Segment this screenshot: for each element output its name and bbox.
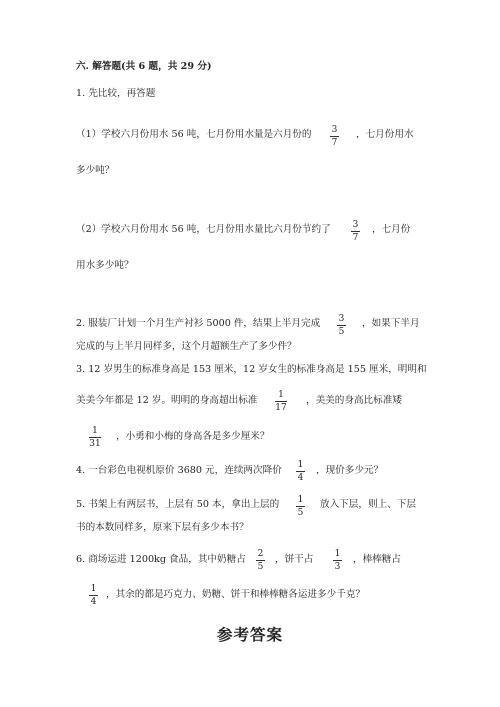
fraction-numerator: 3 xyxy=(352,220,359,230)
fraction-numerator: 1 xyxy=(90,584,97,594)
answer-title: 参考答案 xyxy=(216,625,283,644)
q3-text-c: ，美美的身高比标准矮 xyxy=(306,395,402,406)
q2-text-c: 完成的与上半月同样多，这个月超额生产了多少件？ xyxy=(76,341,297,352)
q5-text-c: 书的本数同样多，原来下层有多少本书？ xyxy=(76,522,249,533)
fraction-bar xyxy=(351,231,360,232)
q3-fraction-2 xyxy=(89,426,101,449)
fraction-denominator: 5 xyxy=(338,327,345,337)
q2-text: 2. 服装厂计划一个月生产衬衫 5000 件，结果上半月完成 xyxy=(76,318,321,329)
fraction-bar xyxy=(296,471,305,472)
fraction-denominator: 4 xyxy=(297,473,304,483)
fraction-denominator: 3 xyxy=(334,562,341,572)
fraction-numerator: 2 xyxy=(257,549,264,559)
q1-part1-text-b: ，七月份用水 xyxy=(356,129,414,140)
fraction-denominator: 4 xyxy=(90,597,97,607)
q3-text-b: 美美今年都是 12 岁。明明的身高超出标准 xyxy=(76,395,258,406)
fraction-bar xyxy=(256,560,265,561)
q1-part1-text: （1）学校六月份用水 56 吨，七月份用水量是六月份的 xyxy=(76,129,312,140)
q6-text-a: 6. 商场运进 1200kg 食品，其中奶糖占 xyxy=(76,554,246,565)
q1-part2-text-b: ，七月份 xyxy=(372,224,411,235)
fraction-numerator: 1 xyxy=(334,549,341,559)
q1-part2-text-c: 用水多少吨？ xyxy=(76,260,134,271)
fraction-bar xyxy=(333,560,342,561)
fraction-numerator: 3 xyxy=(338,314,345,324)
fraction-denominator: 5 xyxy=(257,562,264,572)
q6-text-c: ，棒棒糖占 xyxy=(353,554,401,565)
fraction-numerator: 1 xyxy=(92,426,98,436)
q3-fraction-1 xyxy=(275,390,287,413)
fraction-numerator: 1 xyxy=(297,495,304,505)
section-title: 六. 解答题(共 6 题，共 29 分) xyxy=(76,61,212,72)
fraction-denominator: 7 xyxy=(331,138,338,148)
q5-text: 5. 书架上有两层书，上层有 50 本，拿出上层的 xyxy=(76,499,280,510)
q1-part1-fraction xyxy=(330,125,339,148)
q5-text-b: 放入下层，则上、下层 xyxy=(320,499,416,510)
fraction-denominator: 31 xyxy=(89,439,101,449)
q4-text: 4. 一台彩色电视机原价 3680 元，连续两次降价 xyxy=(76,465,282,476)
fraction-denominator: 7 xyxy=(352,233,359,243)
fraction-bar xyxy=(89,595,98,596)
q1-part2-text: （2）学校六月份用水 56 吨，七月份用水量比六月份节约了 xyxy=(76,224,331,235)
q6-fraction-3 xyxy=(89,584,98,607)
q6-text-b: ，饼干占 xyxy=(275,554,314,565)
q2-fraction xyxy=(337,314,346,337)
q2-text-b: ，如果下半月 xyxy=(362,318,420,329)
fraction-bar xyxy=(330,136,339,137)
q5-fraction xyxy=(296,495,305,518)
q3-text-d: ，小勇和小梅的身高各是多少厘米？ xyxy=(116,431,270,442)
q6-text-d: ，其余的都是巧克力、奶糖、饼干和棒棒糖各运进多少千克？ xyxy=(106,589,366,600)
q1-part1-text-c: 多少吨？ xyxy=(76,165,115,176)
fraction-numerator: 1 xyxy=(297,460,304,470)
fraction-numerator: 3 xyxy=(331,125,338,135)
fraction-bar xyxy=(296,506,305,507)
fraction-bar xyxy=(337,325,346,326)
q6-fraction-2 xyxy=(333,549,342,572)
q1-part2-fraction xyxy=(351,220,360,243)
fraction-denominator: 5 xyxy=(297,508,304,518)
fraction-bar xyxy=(275,401,287,402)
fraction-denominator: 17 xyxy=(275,403,287,413)
q6-fraction-1 xyxy=(256,549,265,572)
q4-text-b: ，现价多少元？ xyxy=(316,465,384,476)
q3-text-a: 3. 12 岁男生的标准身高是 153 厘米，12 岁女生的标准身高是 155 厘米，明明和 xyxy=(76,364,427,375)
q4-fraction xyxy=(296,460,305,483)
fraction-numerator: 1 xyxy=(278,390,284,400)
fraction-bar xyxy=(89,437,101,438)
q1-intro: 1. 先比较，再答题 xyxy=(76,88,156,99)
